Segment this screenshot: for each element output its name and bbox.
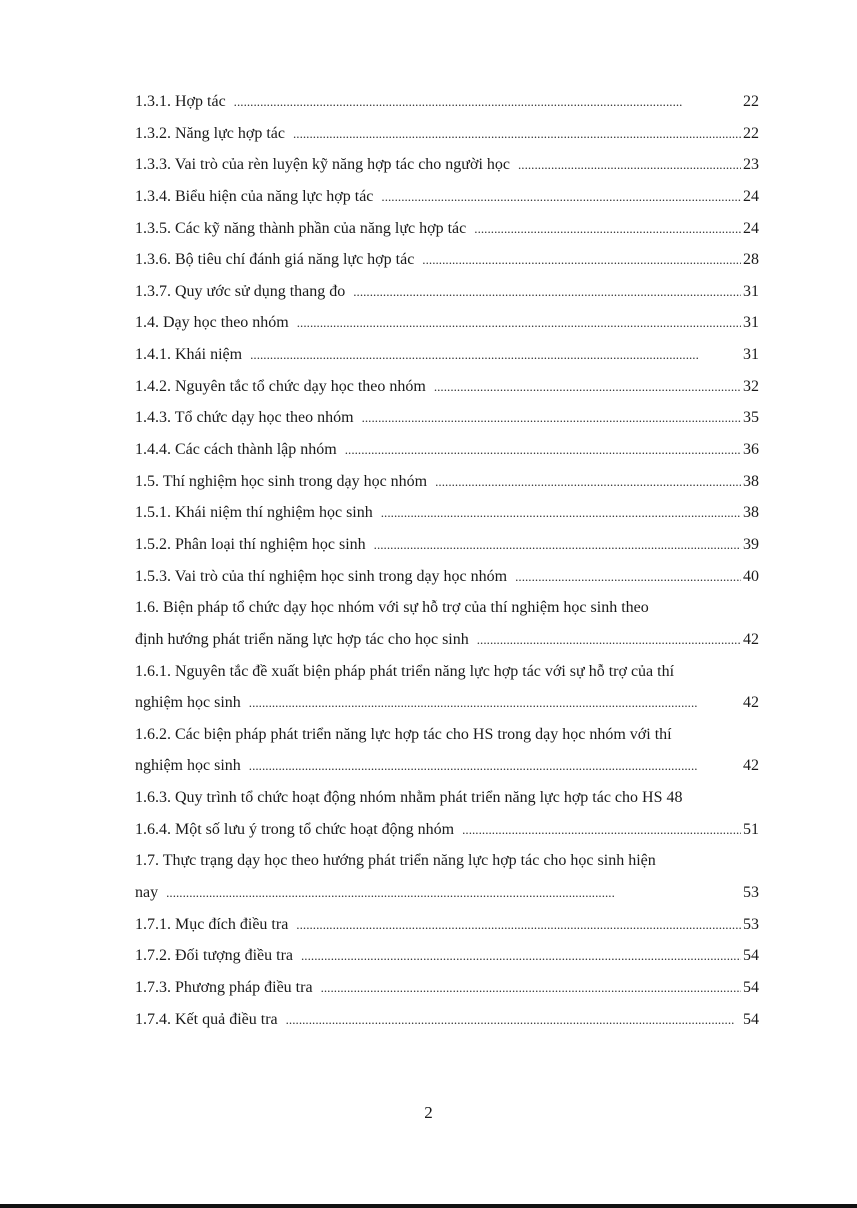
toc-dot-leader bbox=[166, 877, 741, 909]
toc-dot-leader bbox=[249, 687, 741, 719]
toc-entry-page: 54 bbox=[743, 1010, 759, 1028]
toc-entry-page: 53 bbox=[743, 884, 759, 902]
toc-dot-leader bbox=[374, 529, 741, 561]
toc-entry-page: 36 bbox=[743, 441, 759, 459]
toc-entry-page: 24 bbox=[743, 219, 759, 237]
toc-entry-page: 28 bbox=[743, 251, 759, 269]
toc-dot-leader bbox=[286, 1004, 741, 1036]
bottom-edge-rule bbox=[0, 1204, 857, 1208]
toc-entry-title: 1.3.4. Biểu hiện của năng lực hợp tác bbox=[135, 187, 374, 205]
toc-entry-title: 1.7.2. Đối tượng điều tra bbox=[135, 947, 293, 965]
toc-entry bbox=[135, 624, 759, 656]
toc-entry-title: 1.7.3. Phương pháp điều tra bbox=[135, 978, 313, 996]
toc-entry bbox=[135, 371, 759, 403]
toc-entry-page: 23 bbox=[743, 156, 759, 174]
toc-entry bbox=[135, 181, 759, 213]
toc-dot-leader bbox=[353, 276, 741, 308]
toc-dot-leader bbox=[435, 466, 741, 498]
toc-dot-leader bbox=[250, 339, 741, 371]
toc-dot-leader bbox=[249, 750, 741, 782]
toc-entry bbox=[135, 213, 759, 245]
toc-entry-title: nghiệm học sinh bbox=[135, 694, 241, 712]
toc-entry-title: nay bbox=[135, 884, 159, 902]
toc-entry-title: 1.6.4. Một số lưu ý trong tổ chức hoạt động nhóm bbox=[135, 820, 455, 838]
toc-dot-leader bbox=[422, 244, 741, 276]
toc-entry-page: 54 bbox=[743, 947, 759, 965]
toc-dot-leader bbox=[381, 181, 741, 213]
toc-entry-title: 1.3.5. Các kỹ năng thành phần của năng lực hợp tác bbox=[135, 219, 467, 237]
toc-entry bbox=[135, 402, 759, 434]
toc-entry-page: 38 bbox=[743, 472, 759, 490]
toc-entry-title: 1.3.3. Vai trò của rèn luyện kỹ năng hợp tác cho người học bbox=[135, 156, 510, 174]
toc-dot-leader bbox=[474, 213, 741, 245]
table-of-contents bbox=[135, 86, 759, 1035]
toc-entry-title: 1.6.2. Các biện pháp phát triển năng lực hợp tác cho HS trong dạy học nhóm với thí bbox=[135, 725, 672, 743]
toc-dot-leader bbox=[293, 118, 741, 150]
toc-entry bbox=[135, 339, 759, 371]
toc-entry-title: 1.6.3. Quy trình tổ chức hoạt động nhóm nhằm phát triển năng lực hợp tác cho HS 48 bbox=[135, 789, 683, 807]
toc-entry-title: 1.7.1. Mục đích điều tra bbox=[135, 915, 289, 933]
toc-entry-page: 40 bbox=[743, 567, 759, 585]
toc-entry bbox=[135, 561, 759, 593]
toc-entry bbox=[135, 814, 759, 846]
toc-dot-leader bbox=[321, 972, 741, 1004]
toc-entry bbox=[135, 1004, 759, 1036]
toc-entry-page: 32 bbox=[743, 377, 759, 395]
toc-entry-page: 31 bbox=[743, 282, 759, 300]
toc-dot-leader bbox=[381, 497, 741, 529]
toc-entry-title: 1.3.2. Năng lực hợp tác bbox=[135, 124, 285, 142]
toc-dot-leader bbox=[462, 814, 741, 846]
toc-dot-leader bbox=[518, 149, 741, 181]
toc-entry bbox=[135, 86, 759, 118]
toc-entry bbox=[135, 434, 759, 466]
toc-entry-title: định hướng phát triển năng lực hợp tác cho học sinh bbox=[135, 630, 469, 648]
toc-entry-title: 1.4.4. Các cách thành lập nhóm bbox=[135, 441, 337, 459]
toc-entry bbox=[135, 149, 759, 181]
toc-entry-page: 35 bbox=[743, 409, 759, 427]
toc-entry-title: 1.7. Thực trạng dạy học theo hướng phát triển năng lực hợp tác cho học sinh hiện bbox=[135, 852, 656, 870]
toc-dot-leader bbox=[345, 434, 741, 466]
toc-entry-page: 42 bbox=[743, 757, 759, 775]
toc-entry bbox=[135, 656, 759, 688]
toc-entry-page: 24 bbox=[743, 187, 759, 205]
toc-entry-page: 31 bbox=[743, 346, 759, 364]
toc-entry-title: 1.5.3. Vai trò của thí nghiệm học sinh trong dạy học nhóm bbox=[135, 567, 508, 585]
toc-entry bbox=[135, 782, 759, 814]
toc-entry bbox=[135, 972, 759, 1004]
toc-entry-title: 1.4.3. Tổ chức dạy học theo nhóm bbox=[135, 409, 354, 427]
toc-entry-title: 1.3.6. Bộ tiêu chí đánh giá năng lực hợp tác bbox=[135, 251, 415, 269]
toc-entry-title: 1.4.2. Nguyên tắc tổ chức dạy học theo nhóm bbox=[135, 377, 426, 395]
toc-entry bbox=[135, 244, 759, 276]
toc-entry bbox=[135, 719, 759, 751]
toc-entry bbox=[135, 940, 759, 972]
toc-entry-title: 1.4. Dạy học theo nhóm bbox=[135, 314, 289, 332]
toc-entry-title: 1.3.7. Quy ước sử dụng thang đo bbox=[135, 282, 346, 300]
toc-entry bbox=[135, 687, 759, 719]
toc-dot-leader bbox=[362, 402, 741, 434]
toc-entry bbox=[135, 845, 759, 877]
toc-entry-page: 22 bbox=[743, 93, 759, 110]
toc-entry-page: 22 bbox=[743, 124, 759, 142]
toc-entry-page: 38 bbox=[743, 504, 759, 522]
toc-entry bbox=[135, 307, 759, 339]
page-number: 2 bbox=[424, 1103, 433, 1122]
toc-entry-page: 51 bbox=[743, 820, 759, 838]
toc-entry bbox=[135, 118, 759, 150]
toc-entry bbox=[135, 529, 759, 561]
toc-entry bbox=[135, 592, 759, 624]
toc-entry-page: 42 bbox=[743, 694, 759, 712]
toc-entry-page: 53 bbox=[743, 915, 759, 933]
toc-entry-title: 1.5.1. Khái niệm thí nghiệm học sinh bbox=[135, 504, 373, 522]
toc-entry bbox=[135, 276, 759, 308]
toc-entry-title: 1.5. Thí nghiệm học sinh trong dạy học nhóm bbox=[135, 472, 428, 490]
toc-entry-page: 42 bbox=[743, 630, 759, 648]
toc-entry-title: 1.7.4. Kết quả điều tra bbox=[135, 1010, 278, 1028]
toc-entry-page: 31 bbox=[743, 314, 759, 332]
toc-entry bbox=[135, 497, 759, 529]
toc-dot-leader bbox=[515, 561, 741, 593]
toc-entry-page: 54 bbox=[743, 978, 759, 996]
toc-entry bbox=[135, 466, 759, 498]
toc-entry-title: 1.6.1. Nguyên tắc đề xuất biện pháp phát triển năng lực hợp tác với sự hỗ trợ của thí bbox=[135, 662, 675, 680]
toc-dot-leader bbox=[301, 940, 741, 972]
toc-dot-leader bbox=[477, 624, 741, 656]
toc-entry-page: 39 bbox=[743, 535, 759, 553]
toc-dot-leader bbox=[434, 371, 741, 403]
toc-entry-title: 1.3.1. Hợp tác bbox=[135, 93, 226, 110]
toc-entry-title: 1.6. Biện pháp tổ chức dạy học nhóm với sự hỗ trợ của thí nghiệm học sinh theo bbox=[135, 599, 649, 617]
toc-entry-title: 1.5.2. Phân loại thí nghiệm học sinh bbox=[135, 535, 366, 553]
toc-entry bbox=[135, 750, 759, 782]
toc-dot-leader bbox=[234, 86, 741, 118]
toc-dot-leader bbox=[296, 909, 741, 941]
toc-entry-title: nghiệm học sinh bbox=[135, 757, 241, 775]
toc-entry bbox=[135, 877, 759, 909]
toc-entry bbox=[135, 909, 759, 941]
toc-dot-leader bbox=[297, 307, 741, 339]
toc-entry-title: 1.4.1. Khái niệm bbox=[135, 346, 243, 364]
